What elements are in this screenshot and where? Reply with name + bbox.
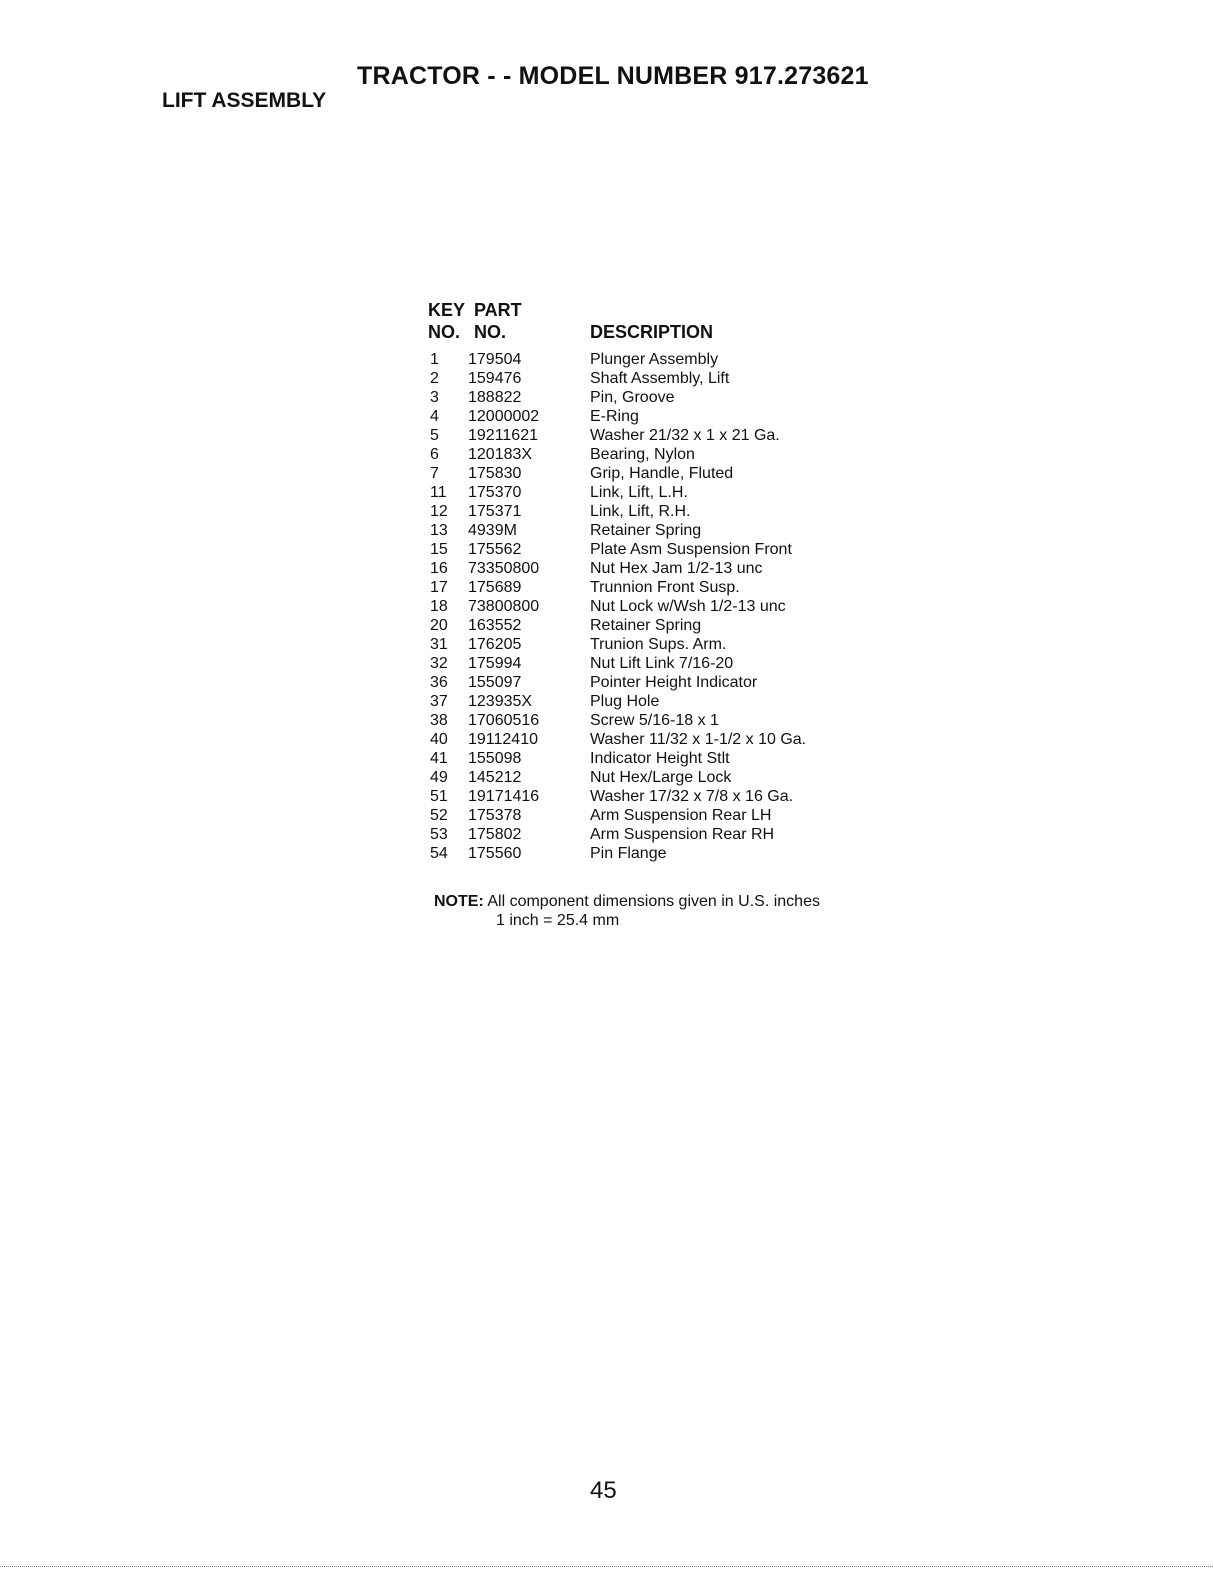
key-no-cell: 54 [430, 845, 448, 862]
key-no-cell: 6 [430, 446, 439, 463]
column-header-part-line2: NO. [474, 322, 507, 342]
part-no-cell: 123935X [468, 693, 533, 710]
description-cell: Pin, Groove [590, 389, 675, 406]
description-cell: E-Ring [590, 408, 639, 425]
key-no-cell: 1 [430, 351, 439, 368]
part-no-cell: 19211621 [468, 427, 538, 444]
key-no-cell: 17 [430, 579, 448, 596]
description-cell: Nut Hex Jam 1/2-13 unc [590, 560, 763, 577]
part-no-cell: 145212 [468, 769, 522, 786]
key-no-cell: 51 [430, 788, 448, 805]
column-header-key-line2: NO. [428, 322, 461, 342]
page-number: 45 [590, 1477, 617, 1504]
key-no-cell: 31 [430, 636, 448, 653]
description-cell: Shaft Assembly, Lift [590, 370, 730, 387]
key-no-cell: 13 [430, 522, 448, 539]
key-no-cell: 41 [430, 750, 448, 767]
part-no-cell: 175994 [468, 655, 522, 672]
part-no-cell: 73350800 [468, 560, 540, 577]
key-no-cell: 36 [430, 674, 448, 691]
description-cell: Washer 11/32 x 1-1/2 x 10 Ga. [590, 731, 807, 748]
part-no-cell: 19171416 [468, 788, 540, 805]
part-no-cell: 175378 [468, 807, 522, 824]
key-no-cell: 7 [430, 465, 439, 482]
description-cell: Arm Suspension Rear LH [590, 807, 772, 824]
bottom-divider [0, 1566, 1213, 1567]
part-no-cell: 175562 [468, 541, 522, 558]
description-cell: Trunnion Front Susp. [590, 579, 740, 596]
part-no-cell: 155098 [468, 750, 522, 767]
description-cell: Nut Hex/Large Lock [590, 769, 732, 786]
description-cell: Grip, Handle, Fluted [590, 465, 734, 482]
key-no-cell: 11 [430, 484, 447, 501]
key-no-cell: 40 [430, 731, 448, 748]
key-no-cell: 5 [430, 427, 439, 444]
part-no-cell: 175371 [468, 503, 522, 520]
description-cell: Indicator Height Stlt [590, 750, 730, 767]
description-cell: Trunion Sups. Arm. [590, 636, 727, 653]
key-no-cell: 15 [430, 541, 448, 558]
key-no-cell: 20 [430, 617, 448, 634]
key-no-cell: 12 [430, 503, 448, 520]
description-cell: Link, Lift, R.H. [590, 503, 691, 520]
key-no-cell: 4 [430, 408, 439, 425]
key-no-cell: 18 [430, 598, 448, 615]
part-no-cell: 4939M [468, 522, 517, 539]
description-cell: Retainer Spring [590, 522, 702, 539]
key-no-cell: 52 [430, 807, 448, 824]
part-no-cell: 176205 [468, 636, 522, 653]
part-no-cell: 73800800 [468, 598, 540, 615]
description-cell: Plunger Assembly [590, 351, 719, 368]
description-cell: Pointer Height Indicator [590, 674, 758, 691]
description-cell: Nut Lift Link 7/16-20 [590, 655, 734, 672]
key-no-cell: 3 [430, 389, 439, 406]
dimension-note [434, 892, 820, 930]
section-title: LIFT ASSEMBLY [162, 89, 327, 112]
key-no-cell: 32 [430, 655, 448, 672]
key-no-cell: 37 [430, 693, 448, 710]
part-no-cell: 175830 [468, 465, 522, 482]
part-no-cell: 120183X [468, 446, 533, 463]
part-no-cell: 188822 [468, 389, 522, 406]
description-cell: Plate Asm Suspension Front [590, 541, 792, 558]
note-line2: 1 inch = 25.4 mm [496, 912, 620, 929]
description-cell: Plug Hole [590, 693, 660, 710]
description-cell: Arm Suspension Rear RH [590, 826, 775, 843]
key-no-cell: 49 [430, 769, 448, 786]
part-no-cell: 163552 [468, 617, 522, 634]
note-label: NOTE: [434, 893, 484, 910]
part-no-cell: 175560 [468, 845, 522, 862]
part-no-cell: 175370 [468, 484, 522, 501]
description-cell: Nut Lock w/Wsh 1/2-13 unc [590, 598, 786, 615]
description-cell: Link, Lift, L.H. [590, 484, 688, 501]
part-no-cell: 19112410 [468, 731, 538, 748]
description-cell: Pin Flange [590, 845, 667, 862]
part-no-cell: 12000002 [468, 408, 540, 425]
column-header-key-line1: KEY [428, 300, 466, 320]
description-cell: Retainer Spring [590, 617, 702, 634]
key-no-cell: 38 [430, 712, 448, 729]
part-no-cell: 17060516 [468, 712, 540, 729]
part-no-cell: 155097 [468, 674, 522, 691]
description-cell: Bearing, Nylon [590, 446, 695, 463]
description-cell: Washer 21/32 x 1 x 21 Ga. [590, 427, 780, 444]
note-line1: All component dimensions given in U.S. inches [487, 893, 820, 910]
key-no-cell: 16 [430, 560, 448, 577]
description-cell: Screw 5/16-18 x 1 [590, 712, 719, 729]
column-header-part-line1: PART [474, 300, 522, 320]
key-no-cell: 53 [430, 826, 448, 843]
part-no-cell: 175689 [468, 579, 522, 596]
part-no-cell: 179504 [468, 351, 522, 368]
part-no-cell: 159476 [468, 370, 522, 387]
part-no-cell: 175802 [468, 826, 522, 843]
column-header-description: DESCRIPTION [590, 322, 714, 342]
document-title: TRACTOR - - MODEL NUMBER 917.273621 [357, 62, 869, 90]
key-no-cell: 2 [430, 370, 439, 387]
description-cell: Washer 17/32 x 7/8 x 16 Ga. [590, 788, 794, 805]
